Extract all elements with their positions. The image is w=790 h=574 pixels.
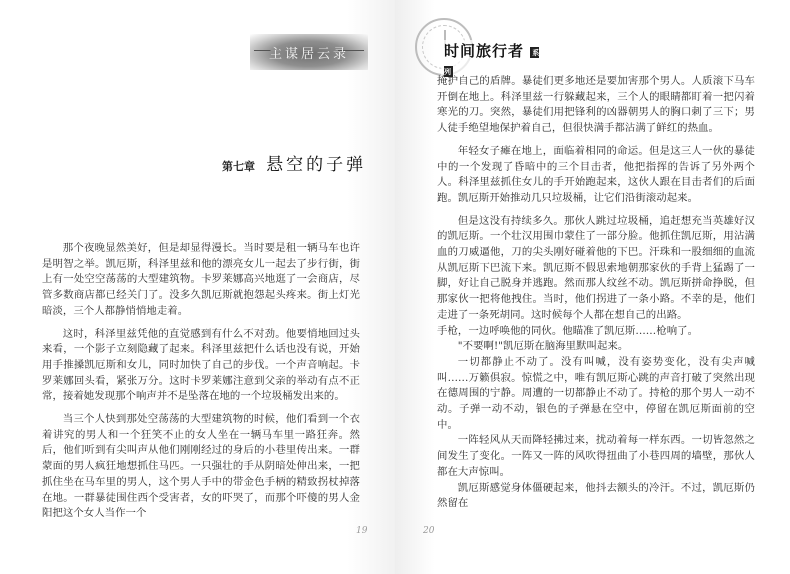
paragraph: 年轻女子瘫在地上，面临着相同的命运。但是这三人一伙的暴徒中的一个发现了昏暗中的三个目击者，他把指挥的告诉了另外两个人。科泽里兹抓住女儿的手开始跑起来，这伙人跟在目击者们的后面跑。凯厄斯开始推动几只垃圾桶，让它们沿街滚动起来。	[437, 144, 755, 204]
series-logo	[415, 18, 545, 80]
series-logo-tag: 系列	[444, 48, 540, 76]
paragraph: 掩护自己的盾牌。暴徒们更多地还是要加害那个男人。人质滚下马车开倒在地上。科泽里兹一行躲藏起来，三个人的眼睛都盯着一把闪着寒光的刀。突然，暴徒们用把锋利的凶器朝男人的胸口刺了三下；男人徒手绝望地保护着自己，但很快满手都沾满了鲜红的热血。	[437, 75, 755, 135]
paragraph: 一切都静止不动了。没有叫喊，没有姿势变化，没有尖声喊叫……万籁俱寂。惊慌之中，唯有凯厄斯心跳的声音打破了突然出现在德周围的宁静。周遭的一切都静止不动了。持枪的那个男人一动不动。子弹一动不动，银色的子弹悬在空中，停留在凯厄斯面前的空中。	[437, 355, 755, 431]
series-logo-title: 时间旅行者	[444, 42, 525, 60]
paragraph: 手枪，一边呼唤他的同伙。他瞄准了凯厄斯……枪响了。	[437, 324, 699, 337]
page-number: 19	[356, 526, 368, 536]
right-body-text	[437, 74, 755, 512]
paragraph: 凯厄斯感觉身体僵硬起来，他抖去额头的冷汗。不过，凯厄斯仍然留在	[437, 481, 755, 510]
paragraph: 一阵轻风从天而降轻拂过来，扰动着每一样东西。一切皆忽然之间发生了变化。一阵又一阵的风吹得扭曲了小巷四周的墙壁，那伙人都在大声惊叫。	[437, 434, 755, 478]
chapter-number: 第七章	[222, 160, 255, 173]
paragraph: 这时，科泽里兹凭他的直觉感到有什么不对劲。他要悄地回过头来看，一个影子立刻隐藏了起来。科泽里兹把什么话也没有说，开始用手推搡凯厄斯和女儿，同时加快了自己的步伐。一个声音响起。卡罗莱娜回头看，紧张万分。这时卡罗莱娜注意到父亲的举动有点不正常，接着她发现那个响声并不是坠落在地的一个垃圾桶发出来的。	[42, 327, 360, 403]
running-header-title: 主谋居云录	[268, 47, 349, 62]
right-page	[395, 0, 790, 574]
paragraph: 但是这没有持续多久。那伙人跳过垃圾桶，追赶想充当英雄好汉的凯厄斯。一个壮汉用围巾蒙住了一部分脸。他抓住凯厄斯，用沾满血的刀威逼他，刀的尖头刚好碰着他的下巴。汗珠和一股细细的血流从凯厄斯下巴流下来。凯厄斯不假思索地朝那家伙的手背上猛踢了一脚，好让自己脱身并逃跑。然而那人纹丝不动。凯厄斯拼命挣脱，但那家伙一把将他拽住。当时，他们拐进了一条小路。不幸的是，他们走进了一条死胡同。这时候每个人都在想自己的出路。	[437, 214, 755, 321]
chapter-title: 悬空的子弹	[266, 155, 367, 175]
paragraph: 当三个人快到那处空荡荡的大型建筑物的时候，他们看到一个衣着讲究的男人和一个狂笑不止的女人坐在一辆马车里一路狂奔。然后，他们听到有尖叫声从他们刚刚经过的身后的小巷里传出来。一群蒙面的男人疯狂地想抓住马匹。一只强壮的手从阴暗处伸出来，一把抓住坐在马车里的男人，这个男人手中的带金色手柄的精致拐杖掉落在地。一群暴徒围住西个受害者，女的吓哭了，而那个吓傻的男人金阳把这个女人当作一个	[42, 413, 360, 520]
paragraph: "不要啊!"凯厄斯在脑海里默叫起来。	[457, 340, 629, 353]
page-number: 20	[423, 526, 435, 536]
running-header-banner	[250, 34, 368, 70]
chapter-heading	[222, 150, 382, 175]
paragraph: 那个夜晚显然美好，但是却显得漫长。当时要是租一辆马车也许是明智之举。凯厄斯，科泽里兹和他的漂亮女儿一起去了步行街，街上有一处空空荡荡的大型建筑物。卡罗莱娜高兴地逛了一会商店，尽管多数商店都已经关门了。没多久凯厄斯就抱怨起头疼来。街上灯光暗淡，三个人都静悄悄地走着。	[42, 242, 360, 317]
left-body-text	[42, 241, 360, 522]
